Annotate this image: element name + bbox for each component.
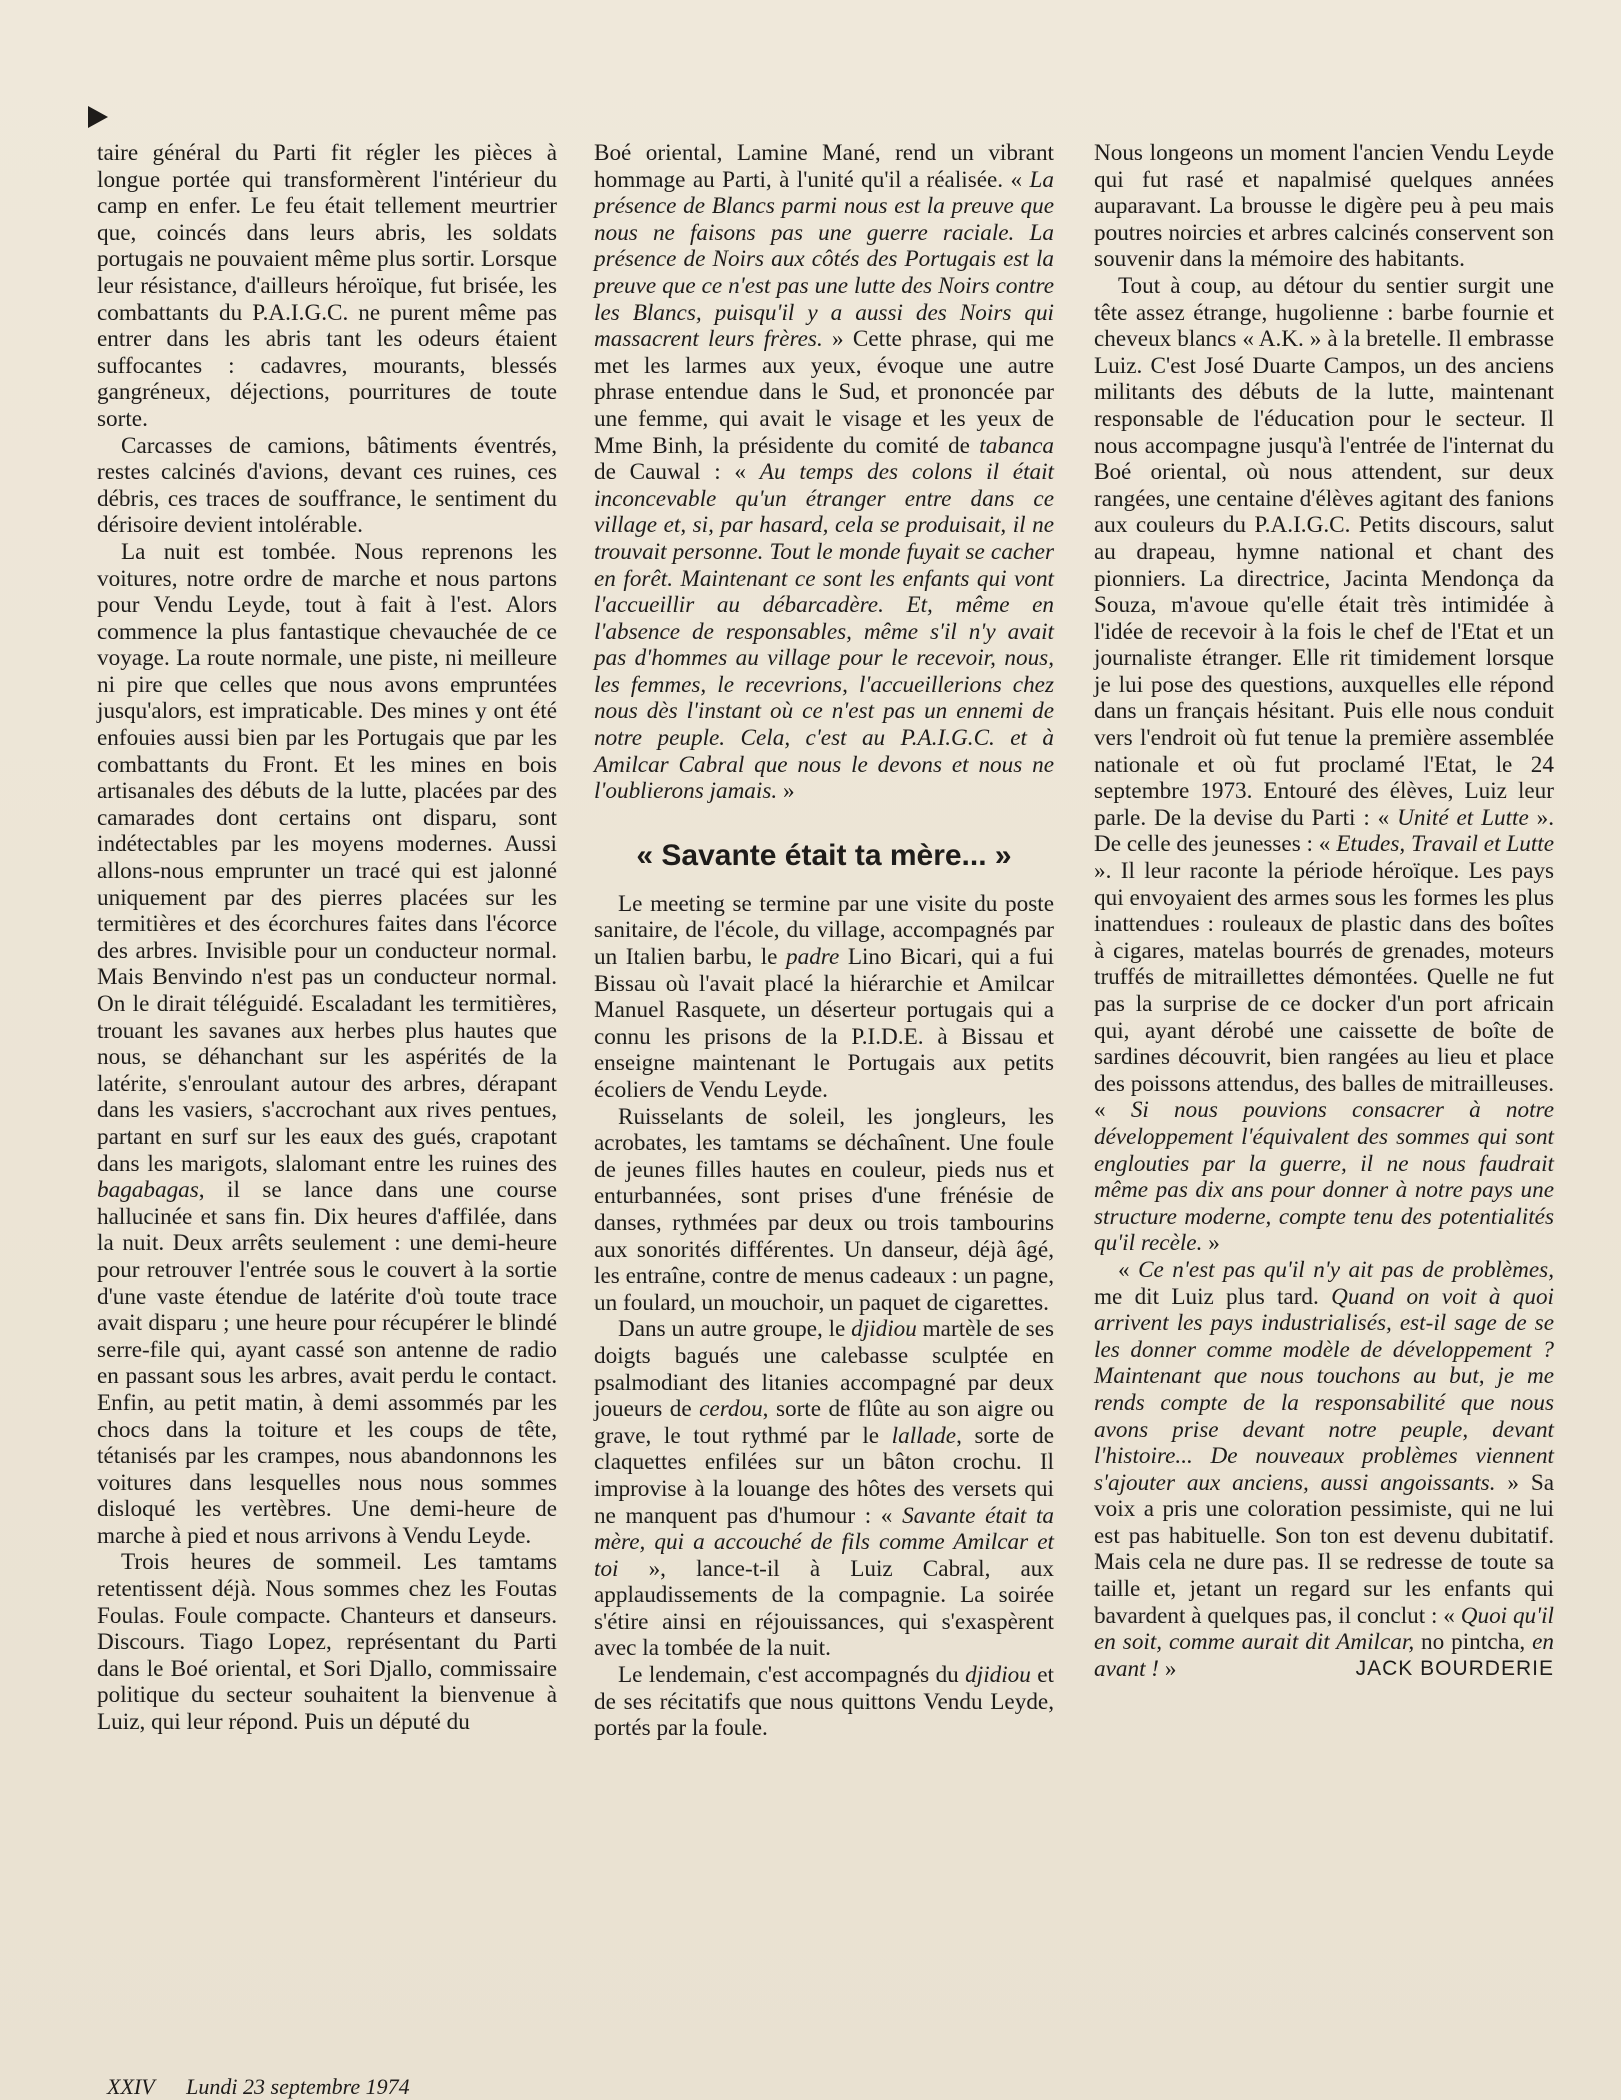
page-footer: [107, 2074, 410, 2100]
page-number: XXIV: [107, 2074, 155, 2099]
author-signature: JACK BOURDERIE: [1355, 1657, 1554, 1681]
paragraph: Boé oriental, Lamine Mané, rend un vibrant hommage au Parti, à l'unité qu'il a réalisée. « La présence de Blancs parmi nous est la preuve que nous ne faisons pas une guerre raciale. La présence de Noirs aux côtés des Portugais est la preuve que ce n'est pas une lutte des Noirs contre les Blancs, puisqu'il y a aussi des Noirs qui massacrent leurs frères. » Cette phrase, qui me met les larmes aux yeux, évoque une autre phrase entendue dans le Sud, et prononcée par une femme, qui avait le visage et les yeux de Mme Binh, la présidente du comité de tabanca de Cauwal : « Au temps des colons il était inconcevable qu'un étranger entre dans ce village et, si, par hasard, cela se produisait, il ne trouvait personne. Tout le monde fuyait se cacher en forêt. Maintenant ce sont les enfants qui vont l'accueillir au débarcadère. Et, même en l'absence de responsables, même s'il n'y avait pas d'hommes au village pour le recevoir, nous, les femmes, le recevrions, l'accueillerions chez nous dès l'instant où ce n'est pas un ennemi de notre peuple. Cela, c'est au P.A.I.G.C. et à Amilcar Cabral que nous le devons et nous ne l'oublierons jamais. »: [594, 140, 1054, 805]
paragraph: Ruisselants de soleil, les jongleurs, les acrobates, les tamtams se déchaînent. Une foule de jeunes filles hautes en couleur, pieds nus et enturbannées, sont prises d'une frénésie de danses, rythmées par deux ou trois tambourins aux sonorités différentes. Un danseur, déjà âgé, les entraîne, contre de menus cadeaux : un pagne, un foulard, un mouchoir, un paquet de cigarettes.: [594, 1103, 1054, 1316]
paragraph: Dans un autre groupe, le djidiou martèle de ses doigts bagués une calebasse sculptée en psalmodiant des litanies accompagné par deux joueurs de cerdou, sorte de flûte au son aigre ou grave, le tout rythmé par le lallade, sorte de claquettes enfilées sur un bâton crochu. Il improvise à la louange des hôtes des versets qui ne manquent pas d'humour : « Savante était ta mère, qui a accouché de fils comme Amilcar et toi », lance-t-il à Luiz Cabral, aux applaudissements de la compagnie. La soirée s'étire ainsi en réjouissances, qui s'exaspèrent avec la tombée de la nuit.: [594, 1316, 1055, 1662]
paragraph: « Ce n'est pas qu'il n'y ait pas de problèmes, me dit Luiz plus tard. Quand on voit à quoi arrivent les pays industrialisés, est-il sage de se les donner comme modèle de développement ? Maintenant que nous touchons au but, je me rends compte de la responsabilité que nous avons prise devant notre peuple, devant l'histoire... De nouveaux problèmes viennent s'ajouter aux anciens, aussi angoissants. » Sa voix a pris une coloration pessimiste, qui ne lui est pas habituelle. Son ton est devenu dubitatif. Mais cela ne dure pas. Il se redresse de toute sa taille et, jetant un regard sur les enfants qui bavardent à quelques pas, il conclut : « Quoi qu'il en soit, comme aurait dit Amilcar, no pintcha, en avant ! »: [1094, 1256, 1555, 1682]
article-column-2: [594, 140, 1054, 1742]
issue-date: Lundi 23 septembre 1974: [186, 2074, 410, 2099]
paragraph: Trois heures de sommeil. Les tamtams retentissent déjà. Nous sommes chez les Foutas Foulas. Foule compacte. Chanteurs et danseurs. Discours. Tiago Lopez, représentant du Parti dans le Boé oriental, et Sori Djallo, commissaire politique du secteur souhaitent la bienvenue à Luiz, qui leur répond. Puis un député du: [97, 1549, 557, 1736]
paragraph: taire général du Parti fit régler les pièces à longue portée qui transformèrent l'intérieur du camp en enfer. Le feu était tellement meurtrier que, coincés dans leurs abris, les soldats portugais ne pouvaient même plus sortir. Lorsque leur résistance, d'ailleurs héroïque, fut brisée, les combattants du P.A.I.G.C. ne purent même pas entrer dans les abris tant les odeurs étaient suffocantes : cadavres, mourants, blessés gangréneux, déjections, pourritures de toute sorte.: [97, 140, 557, 432]
paragraph: Carcasses de camions, bâtiments éventrés, restes calcinés d'avions, devant ces ruines, ces débris, ces traces de souffrance, le sentiment du dérisoire devient intolérable.: [97, 432, 557, 539]
paragraph: Le lendemain, c'est accompagnés du djidiou et de ses récitatifs que nous quittons Vendu Leyde, portés par la foule.: [594, 1662, 1054, 1742]
paragraph: Le meeting se termine par une visite du poste sanitaire, de l'école, du village, accompagnés par un Italien barbu, le padre Lino Bicari, qui a fui Bissau où l'avait placé la hiérarchie et Amilcar Manuel Rasquete, un déserteur portugais qui a connu les prisons de la P.I.D.E. à Bissau et enseigne maintenant le Portugais aux petits écoliers de Vendu Leyde.: [594, 890, 1054, 1103]
continuation-arrow-icon: [88, 106, 108, 128]
paragraph: Tout à coup, au détour du sentier surgit une tête assez étrange, hugolienne : barbe fournie et cheveux blancs « A.K. » à la bretelle. Il embrasse Luiz. C'est José Duarte Campos, un des anciens militants des débuts de la lutte, maintenant responsable de l'éducation pour le secteur. Il nous accompagne jusqu'à l'entrée de l'internat du Boé oriental, où nous attendent, sur deux rangées, une centaine d'élèves agitant des fanions aux couleurs du P.A.I.G.C. Petits discours, salut au drapeau, hymne national et chant des pionniers. La directrice, Jacinta Mendonça da Souza, m'avoue qu'elle était très intimidée à l'idée de recevoir à la fois le chef de l'Etat et un journaliste étranger. Elle rit timidement lorsque je lui pose des questions, auxquelles elle répond dans un français hésitant. Puis elle nous conduit vers l'endroit où fut tenue la première assemblée nationale et où fut proclamé l'Etat, le 24 septembre 1973. Entouré des élèves, Luiz leur parle. De la devise du Parti : « Unité et Lutte ». De celle des jeunesses : « Etudes, Travail et Lutte ». Il leur raconte la période héroïque. Les pays qui envoyaient des armes sous les formes les plus inattendues : rouleaux de plastic dans des boîtes à cigares, matelas bourrés de grenades, moteurs truffés de mitraillettes démontées. Quelle ne fut pas la surprise de ce docker d'un port africain qui, ayant dérobé une caissette de boîte de sardines découvrit, bien rangées au lieu et place des poissons attendus, des balles de mitrailleuses. « Si nous pouvions consacrer à notre développement l'équivalent des sommes qui sont englouties par la guerre, il ne nous faudrait même pas dix ans pour donner à notre pays une structure moderne, compte tenu des potentialités qu'il recèle. »: [1094, 272, 1555, 1257]
paragraph: La nuit est tombée. Nous reprenons les voitures, notre ordre de marche et nous partons pour Vendu Leyde, tout à fait à l'est. Alors commence la plus fantastique chevauchée de ce voyage. La route normale, une piste, ni meilleure ni pire que celles que nous avons empruntées jusqu'alors, est impraticable. Des mines y ont été enfouies aussi bien par les Portugais que par les combattants du Front. Et les mines en bois artisanales des débuts de la lutte, placées par des camarades dont certains ont disparu, sont indétectables par les moyens modernes. Aussi allons-nous emprunter un tracé qui est jalonné uniquement par des pierres placées sur les termitières et des écorchures faites dans l'écorce des arbres. Invisible pour un conducteur normal. Mais Benvindo n'est pas un conducteur normal. On le dirait téléguidé. Escaladant les termitières, trouant les savanes aux herbes plus hautes que nous, se déhanchant sur les aspérités de la latérite, s'enroulant autour des arbres, dérapant dans les vasiers, s'accrochant aux rives pentues, partant en surf sur les eaux des gués, crapotant dans les marigots, slalomant entre les ruines des bagabagas, il se lance dans une course hallucinée et sans fin. Dix heures d'affilée, dans la nuit. Deux arrêts seulement : une demi-heure pour retrouver l'entrée sous le couvert à la sortie d'une vaste étendue de latérite d'où toute trace avait disparu ; une heure pour récupérer le blindé serre-file qui, ayant cassé son antenne de radio en passant sous les arbres, avait perdu le contact. Enfin, au petit matin, à demi assommés par les chocs dans la toiture et les coups de tête, tétanisés par les crampes, nous abandonnons les voitures dans lesquelles nous nous sommes disloqué les vertèbres. Une demi-heure de marche à pied et nous arrivons à Vendu Leyde.: [97, 538, 557, 1549]
article-column-3: [1094, 140, 1554, 1683]
section-subheading: « Savante était ta mère... »: [636, 838, 1012, 872]
article-column-1: [97, 140, 557, 1736]
paragraph: Nous longeons un moment l'ancien Vendu Leyde qui fut rasé et napalmisé quelques années auparavant. La brousse le digère peu à peu mais poutres noircies et arbres calcinés conservent son souvenir dans la mémoire des habitants.: [1094, 140, 1554, 273]
